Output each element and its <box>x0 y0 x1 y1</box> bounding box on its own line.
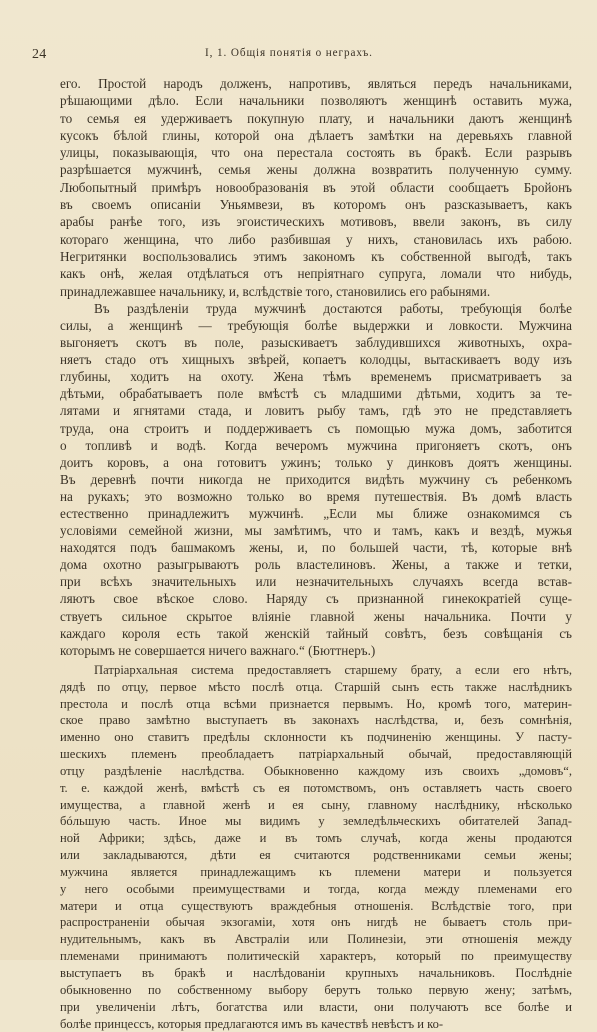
running-title: I, 1. Общія понятія о неграхъ. <box>205 47 373 59</box>
text-line: арабы ранѣе того, изъ эгоистическихъ мотивовъ, ввели законъ, въ силу <box>60 214 572 230</box>
text-line: ной Африки; здѣсь, даже и въ томъ случаѣ, когда жены продаются <box>60 831 572 846</box>
text-line: Патріархальная система предоставляетъ старшему брату, а если его нѣтъ, <box>94 662 572 677</box>
text-line: разрѣшается мужчинѣ, семья жены должна возвратить полученную сумму. <box>60 162 572 178</box>
text-line: дома охотно разыгрываютъ роль властелиновъ. Жены, а также и тетки, <box>60 557 572 573</box>
text-line: матери и отца существуютъ враждебныя отношенія. Вслѣдствіе того, при <box>60 898 572 913</box>
text-line: выступаетъ въ бракѣ и наслѣдованіи крупныхъ начальниковъ. Послѣдніе <box>60 966 572 981</box>
text-line: выгоняетъ скотъ въ поле, разыскиваетъ заблудившихся животныхъ, охра- <box>60 335 572 351</box>
text-line: доитъ коровъ, а она готовитъ ужинъ; только у динковъ доятъ женщины. <box>60 454 572 470</box>
text-line: ляютъ свое вѣское слово. Наряду съ признанной гинекократіей суще- <box>60 591 572 607</box>
page-number: 24 <box>32 47 47 62</box>
text-line: ское право замѣтно выступаетъ въ законахъ наслѣдства, и, безъ сомнѣнія, <box>60 713 572 728</box>
text-line: нудительнымъ, какъ въ Австраліи или Полинезіи, эти отношенія между <box>60 932 572 947</box>
text-line: т. е. каждой женѣ, вмѣстѣ съ ея потомствомъ, онъ оставляетъ часть своего <box>60 780 572 795</box>
text-line: находятся подъ башмакомъ жены, и, по большей части, тѣ, которые внѣ <box>60 540 572 556</box>
text-line: Въ раздѣленіи труда мужчинѣ достаются работы, требующія болѣе <box>94 300 572 316</box>
text-line: шескихъ племенъ преобладаетъ патріархальный обычай, предоставляющій <box>60 747 572 762</box>
text-line: глубины, ходитъ на охоту. Жена тѣмъ временемъ присматриваетъ за <box>60 369 572 385</box>
text-line: улицы, показывающія, что она перестала состоять въ бракѣ. Если разрывъ <box>60 145 572 161</box>
text-line: или закладываются, дѣти ея считаются родственниками семьи жены; <box>60 848 572 863</box>
text-line: условіями семейной жизни, мы замѣтимъ, что и тамъ, какъ и вездѣ, мужья <box>60 523 572 539</box>
text-line: которымъ не совершается ничего важнаго.“ (Бюттнеръ.) <box>60 642 376 658</box>
text-line: то семья ея удерживаетъ покупную плату, и начальники даютъ женщинѣ <box>60 110 572 126</box>
text-line: отцу раздѣленіе наслѣдства. Обыкновенно каждому изъ своихъ „домовъ“, <box>60 763 572 778</box>
text-line: принадлежавшее начальнику, и, вслѣдствіе того, становились его рабынями. <box>60 283 491 299</box>
text-line: у него особыми преимуществами и тогда, когда между племенами его <box>60 881 572 896</box>
text-line: обыкновенно по собственному выбору берутъ только первую жену; затѣмъ, <box>60 982 572 997</box>
text-line: рѣшающими дѣло. Если начальники позволяютъ женщинѣ оставить мужа, <box>60 93 572 109</box>
text-line: котораго женщина, что либо разбившая у нихъ, становилась ихъ рабою. <box>60 231 572 247</box>
paragraph-marriage-dissolution <box>60 75 572 300</box>
text-line: каждаго короля есть такой женскій тайный совѣтъ, безъ совѣщанія съ <box>60 625 572 641</box>
text-line: племенами принимаютъ политическій характеръ, который по преимуществу <box>60 949 572 964</box>
text-line: при всѣхъ значительныхъ или незначительныхъ случаяхъ всегда встав- <box>60 574 572 590</box>
paragraph-division-of-labour <box>60 300 572 659</box>
text-line: распространеніи обычая экзогаміи, хотя онъ нигдѣ не бываетъ столь при- <box>60 915 572 930</box>
text-line: труда, она строитъ и поддерживаетъ съ помощью мужа домъ, заботится <box>60 420 572 436</box>
text-line: на рукахъ; это возможно только во время путешествія. Въ домѣ власть <box>60 488 572 504</box>
text-line: бóльшую часть. Иное мы видимъ у земледѣльческихъ обитателей Запад- <box>60 814 572 829</box>
text-line: о топливѣ и водѣ. Когда вечеромъ мужчина пригоняетъ скотъ, онъ <box>60 437 572 453</box>
text-line: силы, а женщинѣ — требующія болѣе выдержки и ловкости. Мужчина <box>60 317 572 333</box>
text-line: кусокъ бѣлой глины, которой она дѣлаетъ замѣтки на деревьяхъ главной <box>60 127 572 143</box>
text-line: Въ деревнѣ почти никогда не приходится видѣть мужчину съ ребенкомъ <box>60 471 572 487</box>
text-line: его. Простой народъ долженъ, напротивъ, являться передъ начальниками, <box>60 76 572 91</box>
text-line: болѣе принцессъ, которыя предлагаются имъ въ качествѣ невѣстъ и ко- <box>60 1016 444 1031</box>
page-header <box>32 42 577 66</box>
text-line: престола и послѣ отца всѣми признается первымъ. Но, кромѣ того, материн- <box>60 696 572 711</box>
text-line: естественно принадлежитъ мужчинѣ. „Если мы ближе ознакомимся съ <box>60 505 572 521</box>
text-line: дѣтьми, обрабатываетъ поле вмѣстѣ съ младшими дѣтьми, ходитъ за те- <box>60 386 572 402</box>
text-line: имущества, а главной женѣ и ея сыну, главному наслѣднику, нѣсколько <box>60 797 572 812</box>
text-line: Любопытный примѣръ новообразованія въ этой области сообщаетъ Бройонъ <box>60 179 572 195</box>
text-line: мужчина является принадлежащимъ къ племени матери и пользуется <box>60 864 572 879</box>
text-line: ствуетъ сильное скрытое вліяніе главной жены начальника. Почти у <box>60 608 572 624</box>
text-line: няетъ стадо отъ хищныхъ звѣрей, копаетъ колодцы, вытаскиваетъ воду изъ <box>60 352 572 368</box>
text-line: въ своемъ описаніи Уньямвези, въ которомъ онъ разсказываетъ, какъ <box>60 197 572 213</box>
text-line: при увеличеніи лѣтъ, богатства или власти, они получаютъ все болѣе и <box>60 999 572 1014</box>
text-line: Негритянки воспользовались этимъ закономъ къ собственной выгодѣ, такъ <box>60 248 572 264</box>
text-line: именно оно ставитъ предѣлы склонности къ подчиненію женщины. У пасту- <box>60 730 572 745</box>
text-line: какъ онѣ, желая отдѣлаться отъ непріятнаго супруга, ломали что нибудь, <box>60 266 572 282</box>
body-text <box>60 75 572 1032</box>
text-line: дядѣ по отцу, первое мѣсто послѣ отца. Старшій сынъ есть также наслѣдникъ <box>60 679 572 694</box>
paragraph-patriarchal-system <box>60 662 572 1032</box>
text-line: лятами и ягнятами стада, и ловитъ рыбу тамъ, гдѣ это не представляетъ <box>60 403 572 419</box>
